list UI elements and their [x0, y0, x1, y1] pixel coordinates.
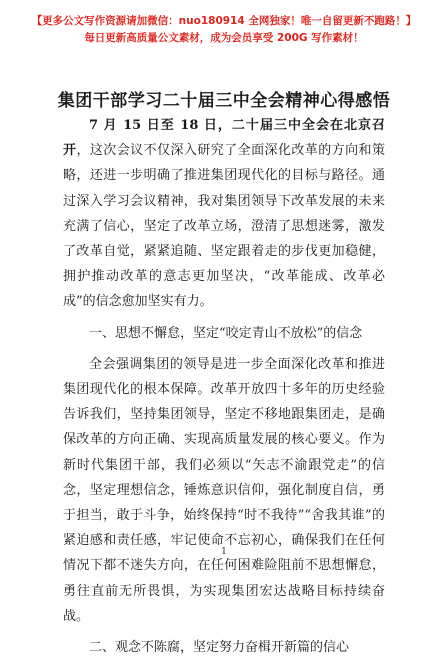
intro-rest-text: ，这次会议不仅深入研究了全面深化改革的方向和策略，还进一步明确了推进集团现代化的目标与路径。通过深入学习会议精神，我对集团领导下改革发展的未来充满了信心，坚定了改革立场，澄清了思想迷雾，激发了改革自觉，紧紧追随、坚定跟着走的步伐更加稳健，拥护推动改革的意志更加坚决，“改革能成、改革必成”的信念愈加坚实有力。: [63, 143, 385, 310]
section-heading-1: 一、思想不懈怠，坚定“咬定青山不放松”的信念: [89, 325, 363, 341]
promo-banner-line-1: 【更多公文写作资源请加微信：nuo180914 全网独家！唯一自留更新不跑路！】: [31, 15, 417, 27]
document-body: [63, 113, 385, 660]
intro-lead-text: 7 月 15 日至 18 日，二十届三中全会在北京召开: [63, 118, 385, 159]
intro-paragraph: [63, 113, 385, 315]
page-number: 1: [221, 547, 227, 557]
document-title: 集团干部学习二十届三中全会精神心得感悟: [57, 91, 391, 111]
promo-banner-line-2: 每日更新高质量公文素材，成为会员享受 200G 写作素材！: [84, 32, 364, 44]
section-1-paragraph: 全会强调集团的领导是进一步全面深化改革和推进集团现代化的根本保障。改革开放四十多年的历史经验告诉我们，坚持集团领导，坚定不移地跟集团走，是确保改革的方向正确、实现高质量发展的核心要义。作为新时代集团干部，我们必须以“矢志不渝跟党走”的信念，坚定理想信念，锤炼意识信仰，强化制度自信，勇于担当，敢于斗争，始终保持“时不我待”“舍我其谁”的紧迫感和责任感，牢记使命不忘初心，确保我们在任何情况下都不迷失方向，在任何困难险阻前不思想懈怠，勇往直前无所畏惧，为实现集团宏达战略目标持续奋战。: [63, 356, 385, 624]
promo-banner: [0, 14, 448, 46]
section-heading-2: 二、观念不陈腐，坚定努力奋楫开新篇的信心: [89, 640, 350, 656]
